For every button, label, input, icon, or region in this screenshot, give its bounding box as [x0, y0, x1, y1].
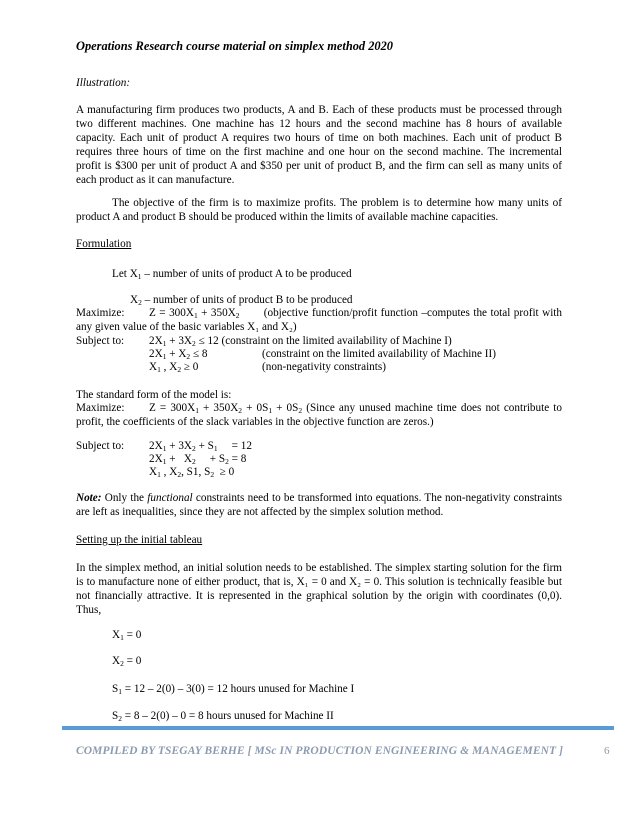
initial-solution-paragraph: In the simplex method, an initial solution needs to be established. The simplex starting solution for the firm is to manufacture none of either product, that is, X₁ = 0 and X₂ = 0. This solution is technically feasible but not financially attractive. It is represented in the graphical solution by the origin with coordinates (0,0). Thus, [76, 562, 562, 616]
formulation-heading: Formulation [76, 238, 132, 250]
s2-value: $S_2 = 8 - 2(0) - 0 = 8$ hours unused for Machine II [112, 710, 334, 723]
page-header: Operations Research course material on simplex method 2020 [76, 39, 394, 53]
problem-paragraph: A manufacturing firm produces two products, A and B. Each of these products must be processed through two different machines. One machine has 12 hours and the second machine has 8 hours of available capacity. Each unit of product A requires two hours of time on both machines. Each unit of product B requires three hours of time on the first machine and one hour on the second machine. The incremental profit is $300 per unit of product A and $350 per unit of product B, and the firm can sell as many units of each product as it can manufacture. [76, 104, 562, 186]
std-maximize-label: Maximize: [76, 402, 125, 414]
x1-definition: Let $X_1$ – number of units of product A to be produced [112, 268, 352, 281]
constraint-3-note: (non-negativity constraints) [262, 361, 386, 373]
standard-form-intro: The standard form of the model is: [76, 389, 232, 401]
standard-objective: $Z = 300X_1 + 350X_2 + 0S_1 + 0S_2$ (Since any unused machine time does not contribute to profit, the coefficients of the slack variables in the objective function are zeros.) [76, 402, 562, 428]
constraint-2: $2X_1 + X_2 \le 8$ [149, 348, 208, 361]
footer-rule [62, 726, 614, 730]
objective-function: $Z = 300X_1 + 350X_2$ (objective function/profit function –computes the total profit with any given value of the basic variables X₁ and X₂) [76, 307, 563, 333]
footer-text: COMPILED BY TSEGAY BERHE [ MSc IN PRODUCTION ENGINEERING & MANAGEMENT ] [76, 745, 564, 757]
std-constraint-1: $2X_1 + 3X_2 + S_1$ = 12 [149, 440, 252, 453]
illustration-heading: Illustration: [76, 77, 131, 89]
constraint-3: $X_1$ , $X_2 \ge 0$ [149, 361, 199, 374]
note-paragraph: Note: Only the functional constraints need to be transformed into equations. The non-negativity constraints are left as inequalities, since they are not affected by the simplex solution method. [76, 492, 563, 518]
std-constraint-2: $2X_1 + X_2$ + $S_2 = 8$ [149, 453, 247, 466]
maximize-label: Maximize: [76, 307, 125, 319]
x2-definition: $X_2$ – number of units of product B to be produced [130, 294, 353, 307]
x1-zero: $X_1 = 0$ [112, 629, 142, 642]
s1-value: $S_1 = 12 - 2(0) - 3(0) = 12$ hours unused for Machine I [112, 683, 355, 696]
constraint-2-note: (constraint on the limited availability of Machine II) [262, 348, 496, 360]
x2-zero: $X_2 = 0$ [112, 655, 142, 668]
subject-to-label: Subject to: [76, 335, 125, 347]
std-subject-to-label: Subject to: [76, 440, 125, 452]
tableau-heading: Setting up the initial tableau [76, 534, 203, 546]
constraint-1: $2X_1 + 3X_2 \le 12$ (constraint on the limited availability of Machine I) [149, 335, 452, 348]
std-constraint-3: $X_1$ , $X_2$, S1, $S_2 \ge 0$ [149, 466, 235, 479]
objective-paragraph: The objective of the firm is to maximize profits. The problem is to determine how many units of product A and product B should be produced within the limits of available machine capacities. [76, 197, 562, 223]
page-number: 6 [604, 745, 610, 757]
